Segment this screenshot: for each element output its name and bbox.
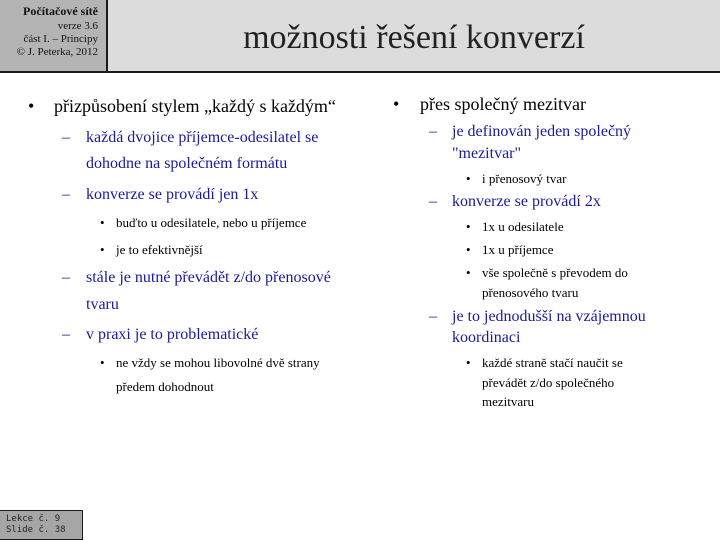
dash-icon: –	[62, 269, 70, 286]
list-item: předem dohodnout	[116, 379, 214, 394]
list-item: přenosového tvaru	[482, 285, 579, 300]
list-item: každé straně stačí naučit se	[482, 355, 623, 370]
bullet-icon: •	[466, 219, 471, 234]
title-bar	[108, 0, 720, 73]
slide-number-box	[0, 510, 83, 540]
lesson-number: Lekce č. 9	[6, 514, 61, 524]
slide-number: Slide č. 38	[6, 525, 66, 535]
dash-icon: –	[429, 193, 437, 210]
slide-title: možnosti řešení konverzí	[243, 19, 585, 56]
list-item: dohodne na společném formátu	[86, 155, 288, 172]
list-item: je to efektivnější	[116, 242, 203, 257]
dash-icon: –	[429, 308, 437, 325]
version-label: verze 3.6	[57, 20, 98, 32]
bullet-icon: •	[393, 94, 400, 114]
copyright-label: © J. Peterka, 2012	[16, 46, 98, 58]
list-item: je to jednodušší na vzájemnou	[452, 308, 646, 325]
bullet-icon: •	[466, 265, 471, 280]
list-item: konverze se provádí 2x	[452, 193, 601, 210]
list-item: je definován jeden společný	[452, 123, 632, 140]
bullet-icon: •	[100, 215, 105, 230]
dash-icon: –	[62, 129, 70, 146]
part-label: část I. – Principy	[23, 33, 98, 45]
list-item: 1x u příjemce	[482, 242, 554, 257]
list-item: buďto u odesilatele, nebo u příjemce	[116, 215, 307, 230]
course-info-box	[0, 0, 108, 73]
list-item: ne vždy se mohou libovolné dvě strany	[116, 355, 320, 370]
list-item: stále je nutné převádět z/do přenosové	[86, 269, 331, 286]
list-item: "mezitvar"	[452, 145, 522, 162]
dash-icon: –	[62, 186, 70, 203]
list-item: vše společně s převodem do	[482, 265, 628, 280]
dash-icon: –	[62, 326, 70, 343]
bullet-icon: •	[100, 355, 105, 370]
bullet-icon: •	[28, 96, 35, 116]
dash-icon: –	[429, 123, 437, 140]
course-name: Počítačové sítě	[23, 4, 98, 18]
list-item: koordinaci	[452, 329, 521, 346]
right-heading: přes společný mezitvar	[420, 94, 586, 114]
left-heading: přizpůsobení stylem „každý s každým“	[54, 96, 336, 116]
list-item: konverze se provádí jen 1x	[86, 186, 259, 203]
list-item: v praxi je to problematické	[86, 326, 259, 343]
list-item: tvaru	[86, 296, 119, 313]
bullet-icon: •	[466, 171, 471, 186]
bullet-icon: •	[466, 355, 471, 370]
list-item: mezitvaru	[482, 394, 534, 409]
list-item: 1x u odesilatele	[482, 219, 564, 234]
list-item: převádět z/do společného	[482, 375, 615, 390]
list-item: každá dvojice příjemce-odesilatel se	[86, 129, 319, 146]
bullet-icon: •	[466, 242, 471, 257]
bullet-icon: •	[100, 242, 105, 257]
list-item: i přenosový tvar	[482, 171, 567, 186]
